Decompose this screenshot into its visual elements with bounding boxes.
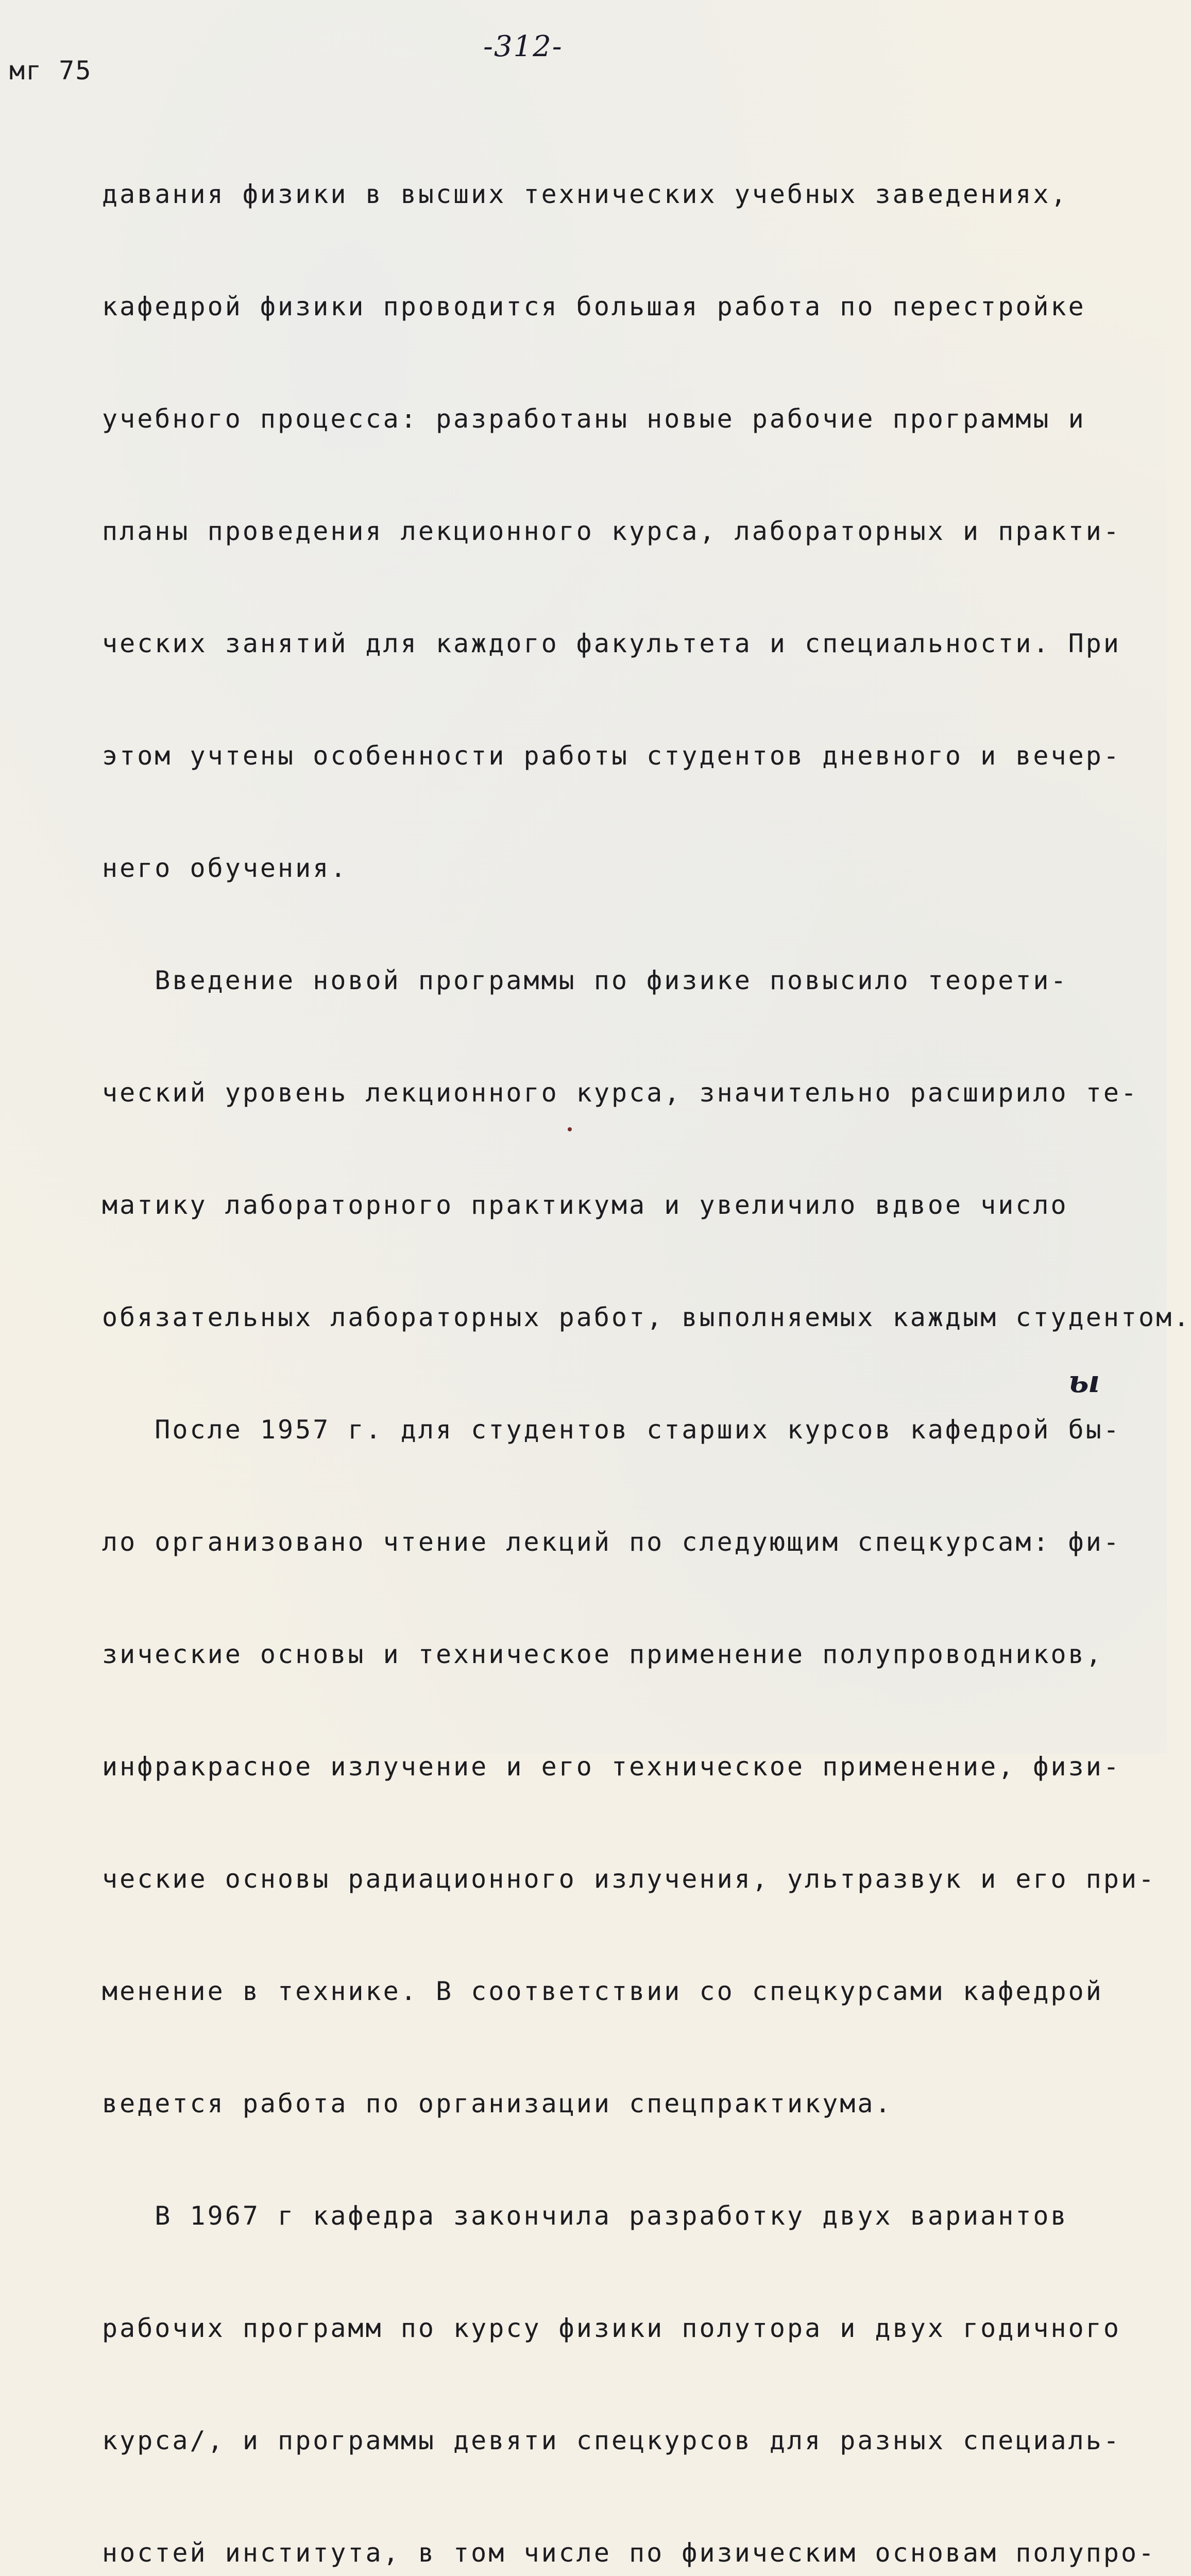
text-line-7: него обучения. [102, 853, 348, 883]
text-line-13: ло организовано чтение лекций по следующим спецкурсам: фи- [102, 1527, 1121, 1557]
text-line-12: После 1957 г. для студентов старших курсов кафедрой бы- [102, 1415, 1121, 1445]
ink-dot [568, 1127, 572, 1131]
archive-code: мг 75 [9, 56, 92, 86]
text-line-16: ческие основы радиационного излучения, ультразвук и его при- [102, 1864, 1156, 1894]
text-line-22: ностей института, в том числе по физическим основам полупро- [102, 2538, 1156, 2568]
text-line-5: ческих занятий для каждого факультета и специальности. При [102, 629, 1121, 658]
text-line-15: инфракрасное излучение и его техническое применение, физи- [102, 1752, 1121, 1782]
text-line-1: давания физики в высших технических учебных заведениях, [102, 179, 1068, 209]
text-line-14: зические основы и техническое применение полупроводников, [102, 1639, 1103, 1669]
text-line-3: учебного процесса: разработаны новые рабочие программы и [102, 404, 1086, 434]
text-line-8: Введение новой программы по физике повысило теорети- [102, 965, 1068, 995]
text-line-20: рабочих программ по курсу физики полутора и двух годичного [102, 2313, 1121, 2343]
text-line-4: планы проведения лекционного курса, лабораторных и практи- [102, 516, 1121, 546]
text-line-11: обязательных лабораторных работ, выполняемых каждым студентом. [102, 1302, 1191, 1332]
page-number: -312- [483, 30, 563, 63]
handwritten-correction-mark: ы [1068, 1364, 1100, 1400]
text-line-18: ведется работа по организации спецпрактикума. [102, 2089, 893, 2119]
text-line-21: курса/, и программы девяти спецкурсов для разных специаль- [102, 2426, 1121, 2455]
text-line-2: кафедрой физики проводится большая работа по перестройке [102, 292, 1086, 321]
text-line-6: этом учтены особенности работы студентов дневного и вечер- [102, 741, 1121, 771]
body-text [102, 108, 1191, 2576]
text-line-17: менение в технике. В соответствии со спецкурсами кафедрой [102, 1976, 1103, 2006]
text-line-10: матику лабораторного практикума и увеличило вдвое число [102, 1190, 1068, 1220]
text-line-9: ческий уровень лекционного курса, значительно расширило те- [102, 1078, 1139, 1108]
text-line-19: В 1967 г кафедра закончила разработку двух вариантов [102, 2201, 1068, 2231]
